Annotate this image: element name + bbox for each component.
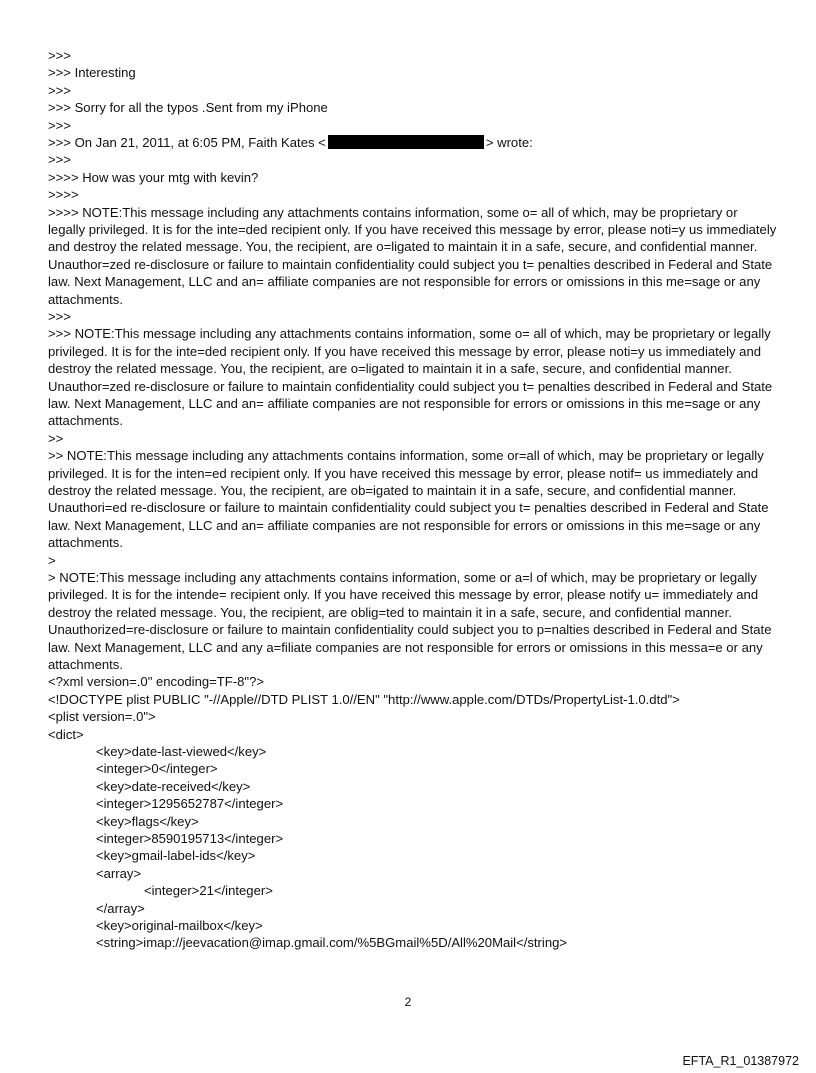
xml-line: <key>gmail-label-ids</key> [96, 848, 256, 864]
document-id: EFTA_R1_01387972 [682, 1054, 799, 1068]
disclaimer-note: >>> NOTE:This message including any attachments contains information, some o= all of which, may be proprietary or legally privileged. It is for the inte=ded recipient only. If you have received this message by error, please noti=y us immediately and destroy the related message. You, the recipient, are o=ligated to maintain it in a safe, secure, and confidential manner. Unauthor=zed re-disclosure or failure to maintain confidentiality could subject you t= penalties described in Federal and State law. Next Management, LLC and an= affiliate companies are not responsible for errors or omissions in this me=sage or any attachments. [48, 326, 773, 429]
quote-line: >>> [48, 117, 71, 133]
xml-line: <integer>1295652787</integer> [96, 796, 284, 812]
quote-line: >> [48, 430, 64, 446]
xml-line: <array> [96, 865, 142, 881]
email-body [48, 47, 778, 952]
disclaimer-note: >> NOTE:This message including any attachments contains information, some or=all of which, may be proprietary or legally privileged. It is for the inten=ed recipient only. If you have received this message by error, please notif= us immediately and destroy the related message. You, the recipient, are ob=igated to maintain it in a safe, secure, and confidential manner. Unauthori=ed re-disclosure or failure to maintain confidentiality could subject you t= penalties described in Federal and State law. Next Management, LLC and an= affiliate companies are not responsible for errors or omissions in this me=sage or any attachments. [48, 448, 769, 551]
quote-line: >>>> How was your mtg with kevin? [48, 169, 259, 185]
xml-line: <key>flags</key> [96, 813, 199, 829]
reply-header-prefix: >>> On Jan 21, 2011, at 6:05 PM, Faith Kates < [48, 134, 326, 150]
quote-line: >>> [48, 308, 71, 324]
xml-line: <integer>21</integer> [144, 883, 273, 899]
reply-header-line [48, 134, 778, 151]
quote-line: >>>> [48, 187, 79, 203]
xml-line: <key>date-last-viewed</key> [96, 744, 267, 759]
quote-line: >>> Sorry for all the typos .Sent from my iPhone [48, 100, 328, 116]
xml-line: <dict> [48, 726, 84, 742]
xml-line: <?xml version=.0" encoding=TF-8"?> [48, 674, 265, 690]
xml-line: <!DOCTYPE plist PUBLIC "-//Apple//DTD PLIST 1.0//EN" "http://www.apple.com/DTDs/PropertyList-1.0.dtd"> [48, 691, 680, 707]
quote-line: >>> [48, 48, 71, 63]
quote-line: >>> [48, 82, 71, 98]
xml-line: <plist version=.0"> [48, 709, 156, 725]
reply-header-suffix: > wrote: [485, 134, 533, 150]
quote-line: >>> Interesting [48, 65, 136, 81]
page-number: 2 [404, 995, 412, 1009]
xml-line: <key>date-received</key> [96, 778, 251, 794]
disclaimer-note: >>>> NOTE:This message including any attachments contains information, some o= all of which, may be proprietary or legally privileged. It is for the inte=ded recipient only. If you have received this message by error, please noti=y us immediately and destroy the related message. You, the recipient, are o=ligated to maintain it in a safe, secure, and confidential manner. Unauthor=zed re-disclosure or failure to maintain confidentiality could subject you t= penalties described in Federal and State law. Next Management, LLC and an= affiliate companies are not responsible for errors or omissions in this me=sage or any attachments. [48, 204, 777, 307]
xml-line: <integer>8590195713</integer> [96, 830, 284, 846]
xml-line: <key>original-mailbox</key> [96, 917, 263, 933]
quote-line: > [48, 552, 56, 568]
redaction-box [328, 135, 484, 149]
xml-line: <string>imap://jeevacation@imap.gmail.com/%5BGmail%5D/All%20Mail</string> [96, 935, 568, 951]
disclaimer-note: > NOTE:This message including any attachments contains information, some or a=l of which, may be proprietary or legally privileged. It is for the intende= recipient only. If you have received this message by error, please notify u= immediately and destroy the related message. You, the recipient, are oblig=ted to maintain it in a safe, secure, and confidential manner. Unauthorized=re-disclosure or failure to maintain confidentiality could subject you to p=nalties described in Federal and State law. Next Management, LLC and any a=filiate companies are not responsible for errors or omissions in this messa=e or any attachments. [48, 570, 772, 673]
xml-line: <integer>0</integer> [96, 761, 218, 777]
quote-line: >>> [48, 152, 71, 168]
xml-line: </array> [96, 900, 145, 916]
